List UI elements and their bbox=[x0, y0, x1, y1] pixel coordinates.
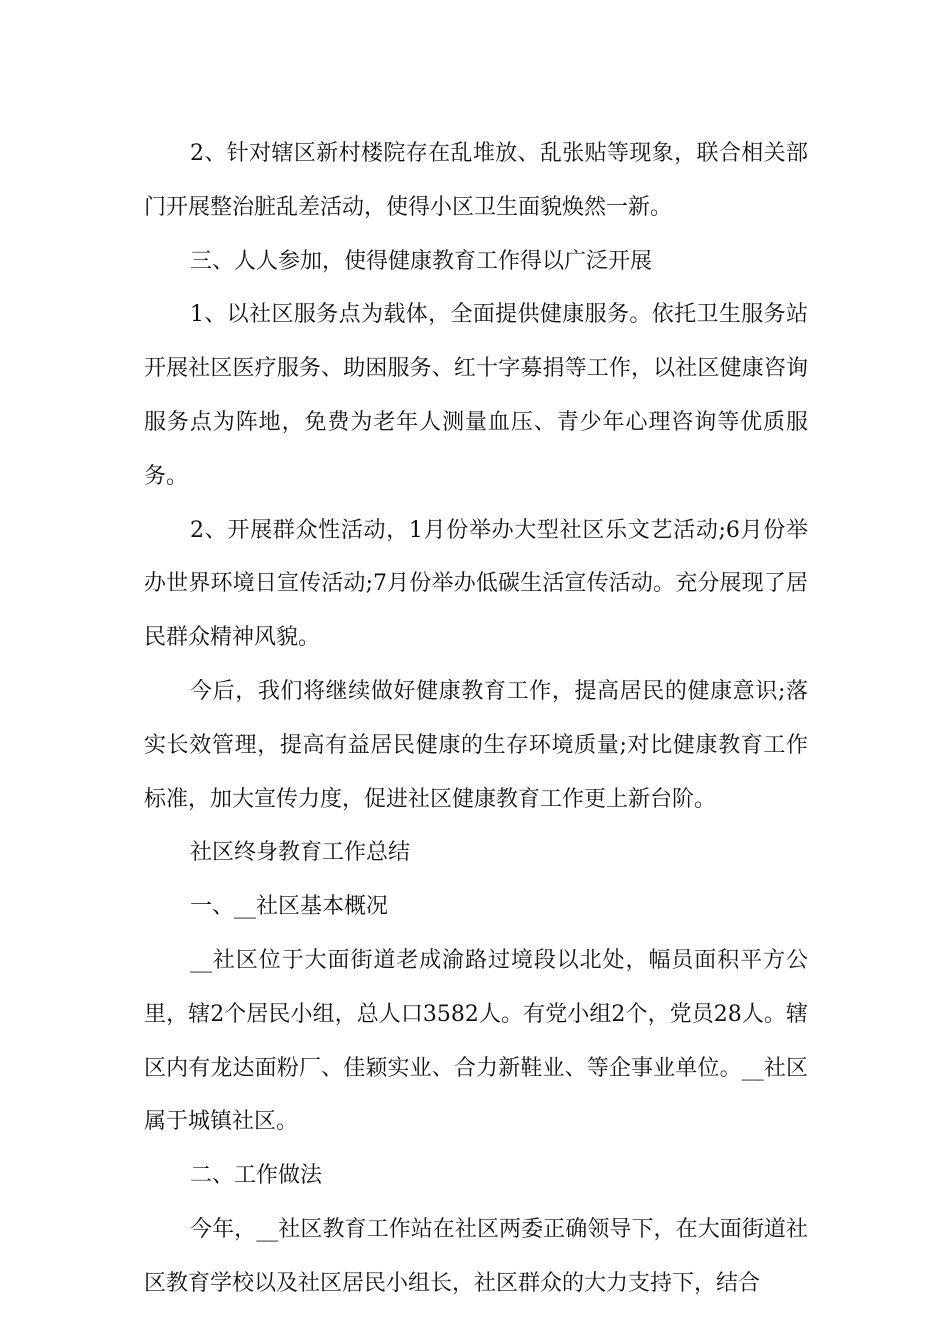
paragraph-community-overview: __社区位于大面街道老成渝路过境段以北处，幅员面积平方公里，辖2个居民小组，总人口3582人。有党小组2个，党员28人。辖区内有龙达面粉厂、佳颖实业、合力新鞋业、等企事业单位。__社区属于城镇社区。 bbox=[144, 947, 808, 1135]
paragraph-sanitation-campaign: 2、针对辖区新村楼院存在乱堆放、乱张贴等现象，联合相关部门开展整治脏乱差活动，使得小区卫生面貌焕然一新。 bbox=[144, 141, 808, 220]
document-body bbox=[144, 127, 808, 1311]
paragraph-health-services: 1、以社区服务点为载体，全面提供健康服务。依托卫生服务站开展社区医疗服务、助困服务、红十字募捐等工作，以社区健康咨询服务点为阵地，免费为老年人测量血压、青少年心理咨询等优质服务。 bbox=[144, 302, 808, 489]
paragraph-mass-activities: 2、开展群众性活动，1月份举办大型社区乐文艺活动;6月份举办世界环境日宣传活动;7月份举办低碳生活宣传活动。充分展现了居民群众精神风貌。 bbox=[144, 517, 808, 651]
section-heading-community-overview: 一、__社区基本概况 bbox=[190, 894, 389, 920]
section-heading-health-education: 三、人人参加，使得健康教育工作得以广泛开展 bbox=[190, 248, 653, 274]
paragraph-work-methods: 今年，__社区教育工作站在社区两委正确领导下，在大面街道社区教育学校以及社区居民小组长，社区群众的大力支持下，结合 bbox=[144, 1216, 808, 1296]
document-title-lifelong-education: 社区终身教育工作总结 bbox=[190, 840, 411, 866]
paragraph-future-plans: 今后，我们将继续做好健康教育工作，提高居民的健康意识;落实长效管理，提高有益居民健康的生存环境质量;对比健康教育工作标准，加大宣传力度，促进社区健康教育工作更上新台阶。 bbox=[144, 678, 808, 812]
section-heading-work-methods: 二、工作做法 bbox=[190, 1163, 323, 1189]
